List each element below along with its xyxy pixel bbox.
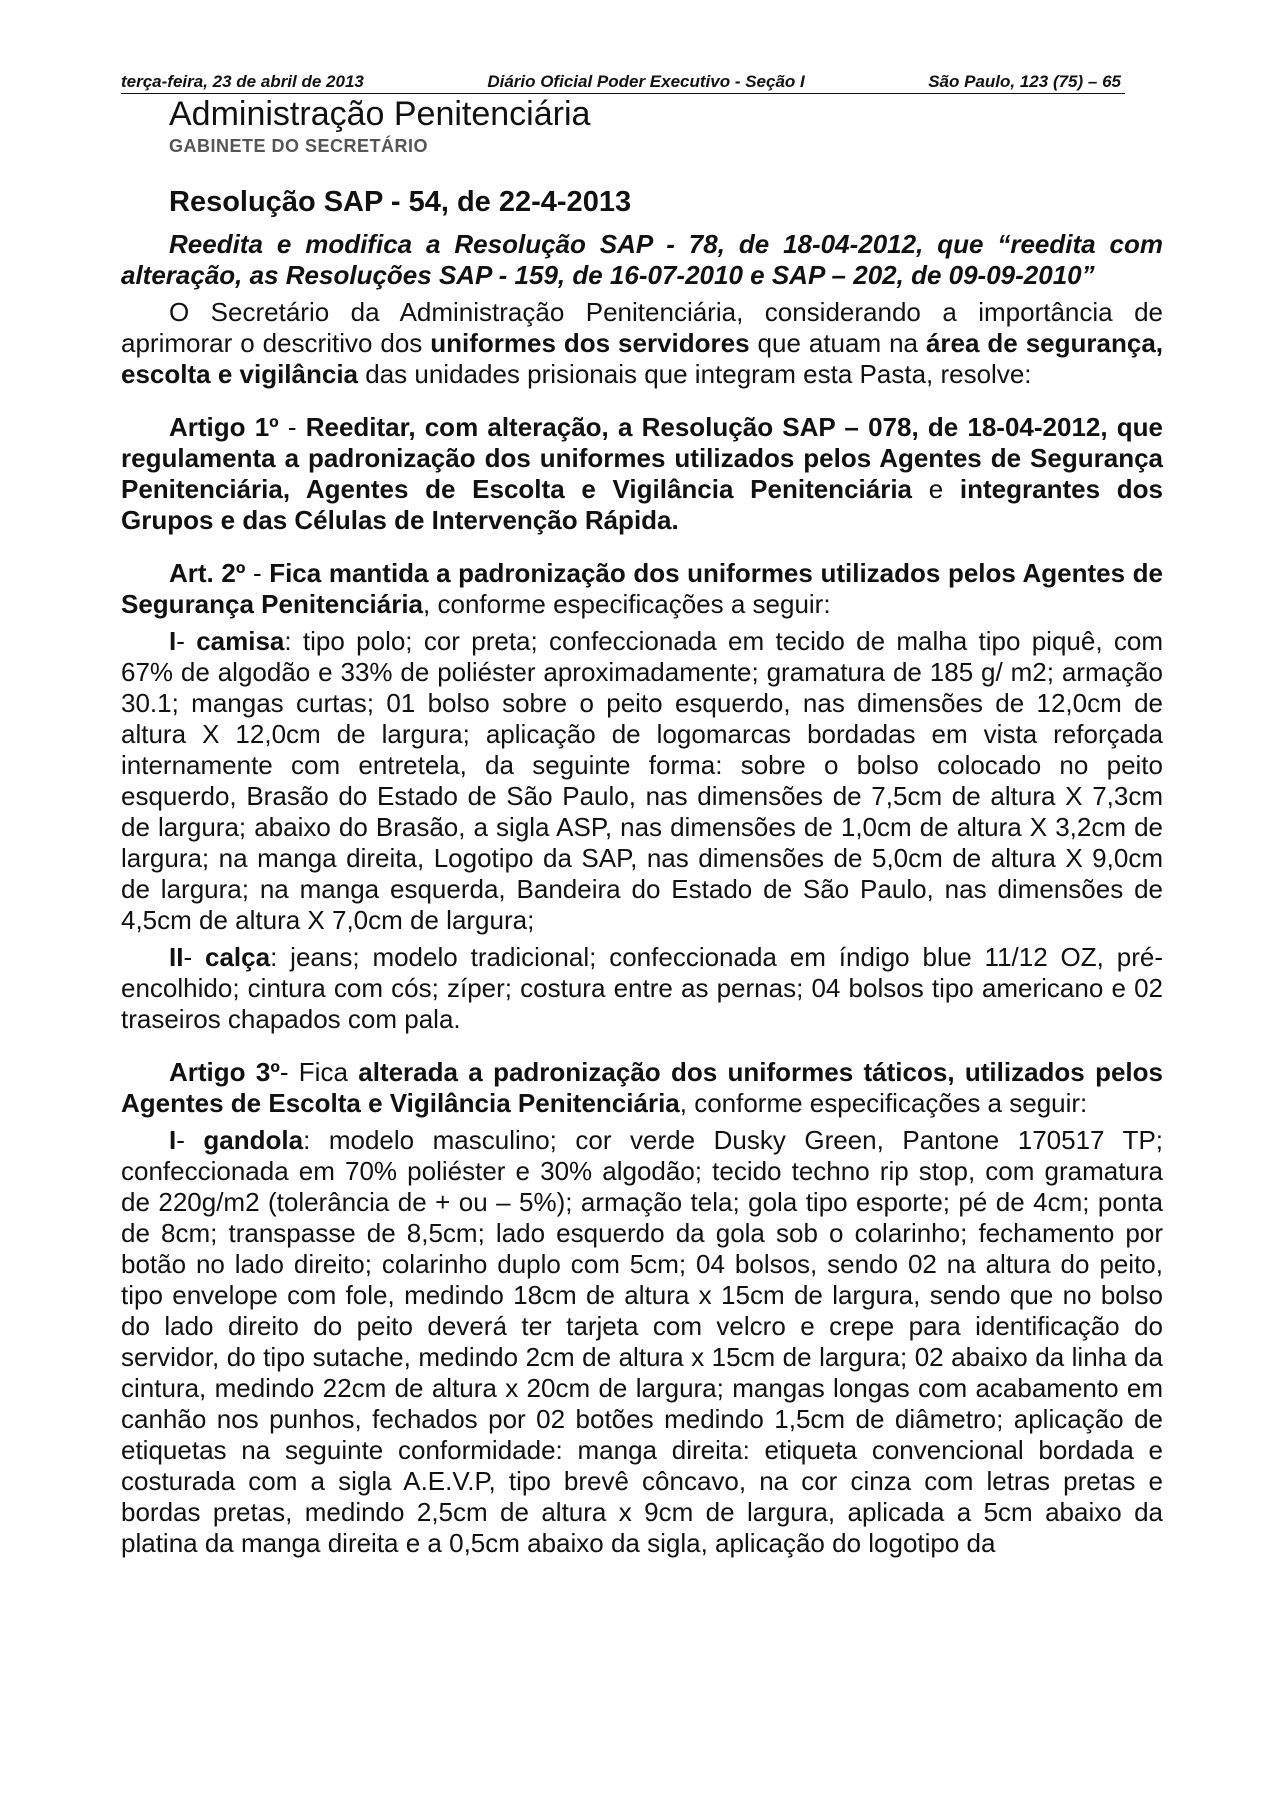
article-2-label: Art. 2º xyxy=(169,558,246,588)
item-text: : modelo masculino; cor verde Dusky Green, Pantone 170517 TP; confeccionada em 70% poliéster e 30% algodão; tecido techno rip stop, com gramatura de 220g/m2 (tolerância de + ou – 5%); armação tela; gola tipo esporte; pé de 4cm; ponta de 8cm; transpasse de 8,5cm; lado esquerdo da gola sob o colarinho; fechamento por botão no lado direito; colarinho duplo com 5cm; 04 bolsos, sendo 02 na altura do peito, tipo envelope com fole, medindo 18cm de altura x 15cm de largura, sendo que no bolso do lado direito do peito deverá ter tarjeta com velcro e crepe para identificação do servidor, do tipo sutache, medindo 2cm de altura x 15cm de largura; 02 abaixo da linha da cintura, medindo 22cm de altura x 20cm de largura; mangas longas com acabamento em canhão nos punhos, fechados por 02 botões medindo 1,5cm de diâmetro; aplicação de etiquetas na seguinte conformidade: manga direita: etiqueta convencional bordada e costurada com a sigla A.E.V.P, tipo brevê côncavo, na cor cinza com letras pretas e bordas pretas, medindo 2,5cm de altura x 9cm de largura, aplicada a 5cm abaixo da platina da manga direita e a 0,5cm abaixo da sigla, aplicação do logotipo da xyxy=(121,1125,1164,1558)
article-3-label: Artigo 3º xyxy=(169,1057,280,1087)
article-3-sep: - Fica xyxy=(279,1057,359,1087)
article-3-item-1 xyxy=(121,1125,1163,1559)
article-1-bold-2: integrantes dos Grupos e das Células de Intervenção Rápida. xyxy=(121,474,1163,535)
preamble-paragraph xyxy=(121,297,1163,390)
header-date: terça-feira, 23 de abril de 2013 xyxy=(121,72,364,91)
item-sep: - xyxy=(183,942,205,972)
article-2 xyxy=(121,558,1163,620)
item-text: : tipo polo; cor preta; confeccionada em tecido de malha tipo piquê, com 67% de algodão e 33% de poliéster aproximadamente; gramatura de 185 g/ m2; armação 30.1; mangas curtas; 01 bolso sobre o peito esquerdo, nas dimensões de 12,0cm de altura X 12,0cm de largura; aplicação de logomarcas bordadas em vista reforçada internamente com entretela, da seguinte forma: sobre o bolso colocado no peito esquerdo, Brasão do Estado de São Paulo, nas dimensões de 7,5cm de altura X 7,3cm de largura; abaixo do Brasão, a sigla ASP, nas dimensões de 1,0cm de altura X 3,2cm de largura; na manga direita, Logotipo da SAP, nas dimensões de 5,0cm de altura X 9,0cm de largura; na manga esquerda, Bandeira do Estado de São Paulo, nas dimensões de 4,5cm de altura X 7,0cm de largura; xyxy=(121,626,1163,935)
page-header xyxy=(121,72,1125,94)
article-1 xyxy=(121,412,1163,536)
article-3 xyxy=(121,1057,1163,1119)
section-subtitle: GABINETE DO SECRETÁRIO xyxy=(169,136,429,156)
preamble-text-2: que atuam na xyxy=(749,328,926,358)
article-1-sep: - xyxy=(278,412,306,442)
article-1-label: Artigo 1º xyxy=(169,412,279,442)
resolution-ementa: Reedita e modifica a Resolução SAP - 78, de 18-04-2012, que “reedita com alteração, as Resoluções SAP - 159, de 16-07-2010 e SAP – 202, de 09-09-2010” xyxy=(121,229,1163,290)
article-2-bold-1: Fica mantida a padronização dos uniformes utilizados pelos Agentes de Segurança Penitenciária xyxy=(121,558,1164,619)
resolution-title: Resolução SAP - 54, de 22-4-2013 xyxy=(169,186,632,218)
preamble-text-1: O Secretário da Administração Penitenciária, considerando a importância de aprimorar o descritivo dos xyxy=(121,297,1163,358)
item-sep: - xyxy=(176,626,197,656)
section-title: Administração Penitenciária xyxy=(169,95,591,133)
item-term: camisa xyxy=(196,626,285,656)
article-2-item-2 xyxy=(121,942,1163,1035)
article-1-text-1: e xyxy=(912,474,960,504)
item-label: II xyxy=(169,942,184,972)
preamble-bold-1: uniformes dos servidores xyxy=(430,328,750,358)
article-2-item-1 xyxy=(121,626,1163,936)
preamble-text-3: das unidades prisionais que integram esta Pasta, resolve: xyxy=(358,359,1032,389)
article-2-sep: - xyxy=(245,558,270,588)
item-term: gandola xyxy=(203,1125,304,1155)
item-term: calça xyxy=(205,942,271,972)
article-1-bold-1: Reeditar, com alteração, a Resolução SAP – 078, de 18-04-2012, que regulamenta a padronização dos uniformes utilizados pelos Agentes de Segurança Penitenciária, Agentes de Escolta e Vigilância Penitenciária xyxy=(121,412,1163,504)
item-text: : jeans; modelo tradicional; confeccionada em índigo blue 11/12 OZ, pré-encolhido; cintura com cós; zíper; costura entre as pernas; 04 bolsos tipo americano e 02 traseiros chapados com pala. xyxy=(121,942,1163,1034)
header-location-edition: São Paulo, 123 (75) – 65 xyxy=(928,72,1121,91)
document-page xyxy=(121,72,1163,1559)
article-3-bold-1: alterada a padronização dos uniformes táticos, utilizados pelos Agentes de Escolta e Vigilância Penitenciária xyxy=(121,1057,1163,1118)
header-publication: Diário Oficial Poder Executivo - Seção I xyxy=(487,72,805,91)
item-label: I xyxy=(169,1125,177,1155)
article-3-text-1: , conforme especificações a seguir: xyxy=(679,1088,1088,1118)
item-label: I xyxy=(169,626,177,656)
preamble-bold-2: área de segurança, escolta e vigilância xyxy=(121,328,1163,389)
item-sep: - xyxy=(176,1125,204,1155)
article-2-text-1: , conforme especificações a seguir: xyxy=(423,589,831,619)
